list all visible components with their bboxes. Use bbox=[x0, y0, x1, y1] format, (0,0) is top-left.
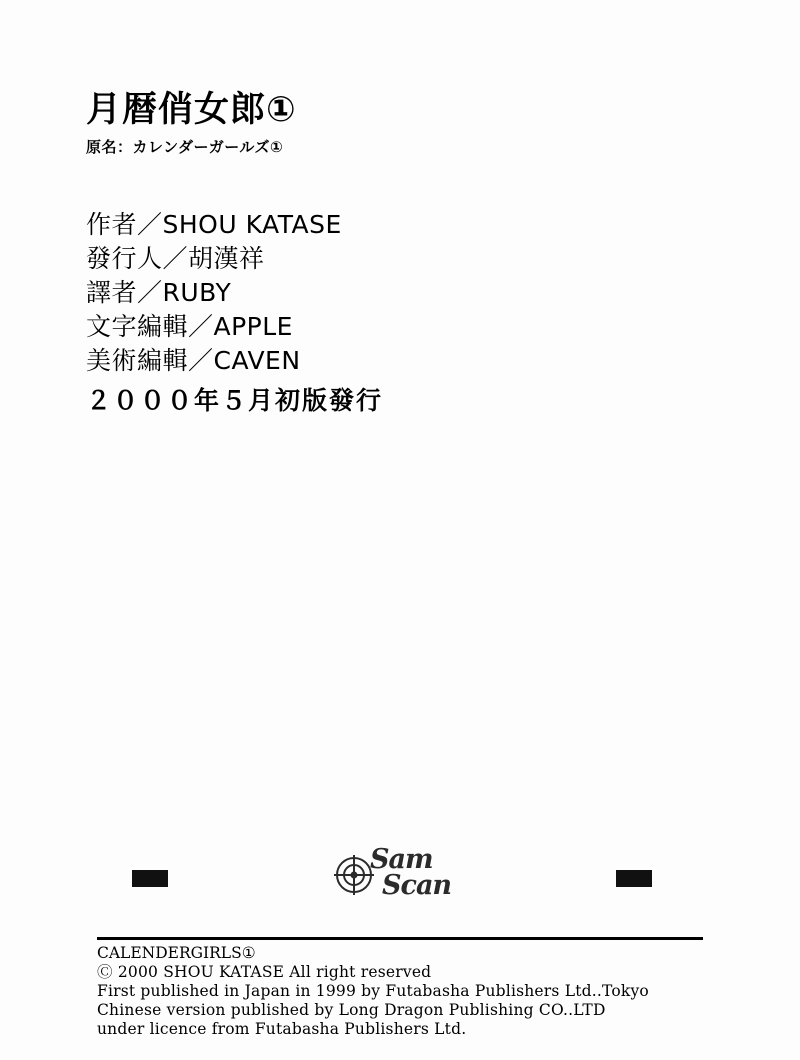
publication-date: ２０００年５月初版發行 bbox=[86, 386, 384, 415]
logo-line-2: Scan bbox=[382, 870, 452, 901]
crosshair-target-icon bbox=[334, 855, 374, 895]
horizontal-divider bbox=[97, 937, 703, 940]
title-block bbox=[86, 92, 297, 157]
licence-note: under licence from Futabasha Publishers Ltd. bbox=[97, 1020, 467, 1039]
logo-line-1: Sam bbox=[370, 844, 433, 875]
copyright-notice: Ⓒ 2000 SHOU KATASE All right reserved bbox=[97, 963, 432, 982]
copyright-block bbox=[97, 944, 757, 1039]
credit-text-editor: 文字編輯／APPLE bbox=[86, 312, 293, 341]
credit-publisher: 發行人／胡漢祥 bbox=[86, 244, 265, 273]
credit-author: 作者／SHOU KATASE bbox=[86, 210, 342, 239]
scanner-logo bbox=[0, 845, 800, 907]
first-publication-note: First published in Japan in 1999 by Futabasha Publishers Ltd..Tokyo bbox=[97, 982, 649, 1001]
original-title: 原名：カレンダーガールズ① bbox=[86, 137, 284, 156]
credits-list bbox=[86, 208, 706, 418]
logo-text bbox=[370, 844, 452, 901]
page-title: 月暦俏女郎① bbox=[86, 90, 297, 130]
chinese-version-note: Chinese version published by Long Dragon Publishing CO..LTD bbox=[97, 1001, 606, 1020]
copyright-series-title: CALENDERGIRLS① bbox=[97, 944, 256, 962]
credit-translator: 譯者／RUBY bbox=[86, 278, 232, 307]
logo-wrap bbox=[320, 845, 480, 907]
credit-art-editor: 美術編輯／CAVEN bbox=[86, 346, 301, 375]
